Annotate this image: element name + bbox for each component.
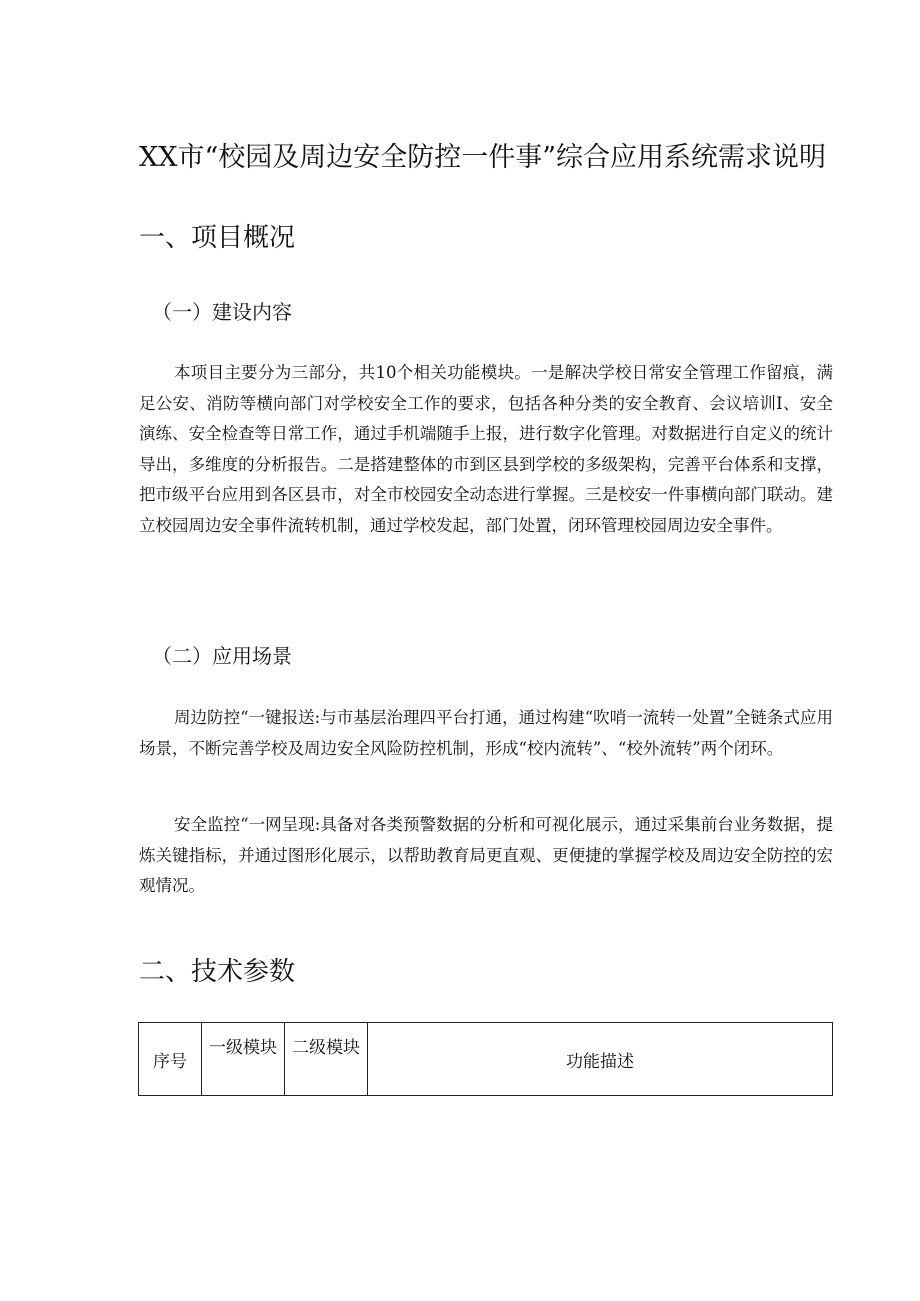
subsection-heading-scenarios: （二）应用场景 <box>152 644 292 668</box>
subsection-heading-construction: （一）建设内容 <box>152 300 292 324</box>
technical-params-table <box>138 1022 833 1096</box>
table-header-cell: 功能描述 <box>368 1023 833 1096</box>
construction-paragraph: 本项目主要分为三部分，共10个相关功能模块。一是解决学校日常安全管理工作留痕，满足公安、消防等横向部门对学校安全工作的要求，包括各种分类的安全教育、会议培训I、安全演练、安全检查等日常工作，通过手机端随手上报，进行数字化管理。对数据进行自定义的统计导出，多维度的分析报告。二是搭建整体的市到区县到学校的多级架构，完善平台体系和支撑，把市级平台应用到各区县市，对全市校园安全动态进行掌握。三是校安一件事横向部门联动。建立校园周边安全事件流转机制，通过学校发起，部门处置，闭环管理校园周边安全事件。 <box>139 363 833 535</box>
table-header-row <box>139 1023 833 1096</box>
document-title: XX市“校园及周边安全防控一件事”综合应用系统需求说明 <box>139 142 827 173</box>
scenario-paragraph-reporting: 周边防控“一键报送:与市基层治理四平台打通，通过构建“吹哨一流转一处置”全链条式应用场景，不断完善学校及周边安全风险防控机制，形成“校内流转”、“校外流转”两个闭环。 <box>139 708 833 758</box>
table-header-cell: 序号 <box>139 1023 202 1096</box>
section-heading-overview: 一、项目概况 <box>139 223 296 253</box>
scenario-paragraph-monitoring: 安全监控“一网呈现:具备对各类预警数据的分析和可视化展示，通过采集前台业务数据，提炼关键指标，并通过图形化展示，以帮助教育局更直观、更便捷的掌握学校及周边安全防控的宏观情况。 <box>139 815 833 895</box>
table-header-cell: 二级模块 <box>285 1023 368 1096</box>
table-header-cell: 一级模块 <box>202 1023 285 1096</box>
section-heading-technical-params: 二、技术参数 <box>139 957 296 987</box>
